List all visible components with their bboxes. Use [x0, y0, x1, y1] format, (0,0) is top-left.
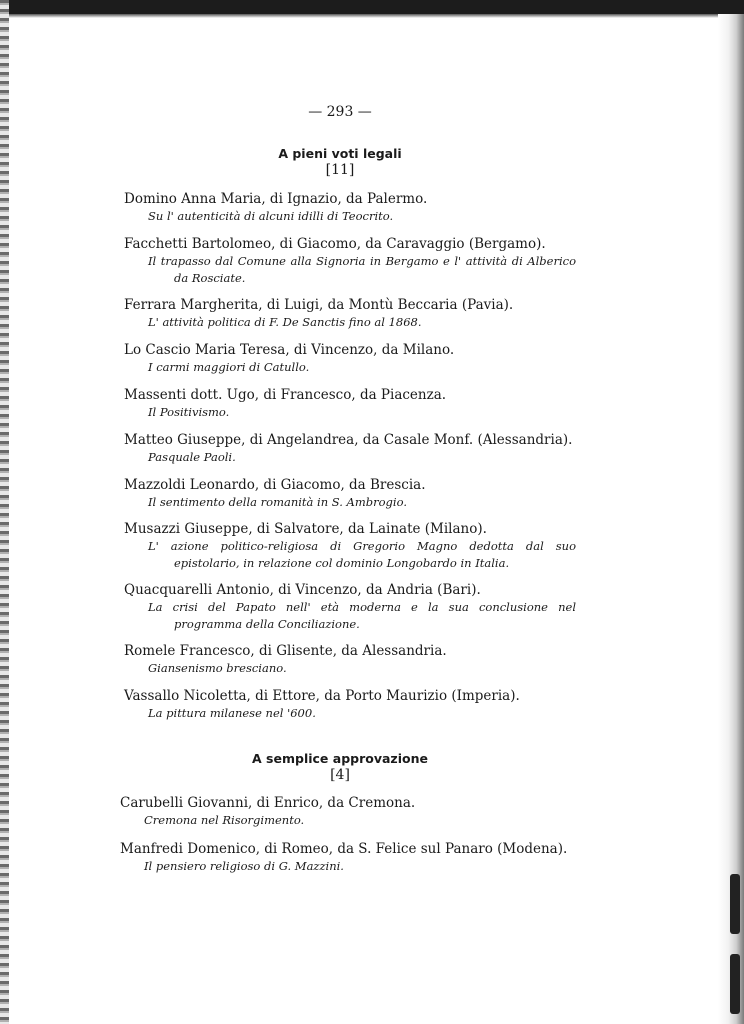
- page-number: — 293 —: [308, 104, 372, 120]
- list-item: [124, 386, 564, 421]
- scan-top-shadow: [0, 14, 744, 18]
- scan-edge-mark: [730, 954, 740, 1014]
- thesis-title: Il sentimento della romanità in S. Ambrogio.: [148, 495, 407, 509]
- thesis-title: Il trapasso dal Comune alla Signoria in Bergamo e l' attività di Alberico da Rosciate.: [148, 254, 576, 285]
- list-item: [124, 235, 576, 287]
- thesis-title: Pasquale Paoli.: [148, 450, 236, 464]
- thesis-title: L' attività politica di F. De Sanctis fino al 1868.: [148, 315, 422, 329]
- thesis-title: Il pensiero religioso di G. Mazzini.: [144, 859, 344, 873]
- student-name: Manfredi Domenico, di Romeo, da S. Felice sul Panaro (Modena).: [120, 841, 568, 857]
- scan-right-edge: [718, 14, 744, 1024]
- student-name: Massenti dott. Ugo, di Francesco, da Piacenza.: [124, 387, 447, 403]
- list-item: [124, 296, 564, 331]
- section-count: [11]: [325, 162, 355, 178]
- scan-edge-mark: [730, 874, 740, 934]
- section-title: A pieni voti legali: [278, 146, 402, 161]
- list-item: [120, 794, 560, 829]
- student-name: Musazzi Giuseppe, di Salvatore, da Lainate (Milano).: [124, 521, 487, 537]
- list-item: [124, 431, 573, 466]
- thesis-title: Giansenismo bresciano.: [148, 661, 287, 675]
- thesis-title: La crisi del Papato nell' età moderna e la sua conclusione nel programma della Conciliazione.: [148, 600, 576, 631]
- student-name: Lo Cascio Maria Teresa, di Vincenzo, da Milano.: [124, 342, 455, 358]
- scan-top-border: [0, 0, 744, 14]
- list-item: [124, 642, 564, 677]
- list-item: [124, 520, 576, 572]
- thesis-title: Cremona nel Risorgimento.: [144, 813, 305, 827]
- list-item: [124, 476, 564, 511]
- student-name: Mazzoldi Leonardo, di Giacomo, da Brescia.: [124, 477, 426, 493]
- scan-left-edge: [0, 0, 9, 1024]
- thesis-title: L' azione politico-religiosa di Gregorio Magno dedotta dal suo epistolario, in relazione col dominio Longobardo in Italia.: [148, 539, 576, 570]
- student-name: Domino Anna Maria, di Ignazio, da Palermo.: [124, 191, 428, 207]
- student-name: Romele Francesco, di Glisente, da Alessandria.: [124, 643, 447, 659]
- student-name: Ferrara Margherita, di Luigi, da Montù Beccaria (Pavia).: [124, 297, 514, 313]
- list-item: [124, 687, 564, 722]
- thesis-title: I carmi maggiori di Catullo.: [148, 360, 310, 374]
- student-name: Matteo Giuseppe, di Angelandrea, da Casale Monf. (Alessandria).: [124, 432, 573, 448]
- list-item: [124, 190, 564, 225]
- student-name: Carubelli Giovanni, di Enrico, da Cremona.: [120, 795, 416, 811]
- list-item: [124, 581, 576, 633]
- section-title: A semplice approvazione: [252, 751, 428, 766]
- thesis-title: La pittura milanese nel '600.: [148, 706, 316, 720]
- student-name: Vassallo Nicoletta, di Ettore, da Porto Maurizio (Imperia).: [124, 688, 520, 704]
- thesis-title: Il Positivismo.: [148, 405, 230, 419]
- student-name: Facchetti Bartolomeo, di Giacomo, da Caravaggio (Bergamo).: [124, 236, 546, 252]
- student-name: Quacquarelli Antonio, di Vincenzo, da Andria (Bari).: [124, 582, 481, 598]
- thesis-title: Su l' autenticità di alcuni idilli di Teocrito.: [148, 209, 394, 223]
- section-count: [4]: [330, 767, 350, 783]
- list-item: [124, 341, 564, 376]
- list-item: [120, 840, 568, 875]
